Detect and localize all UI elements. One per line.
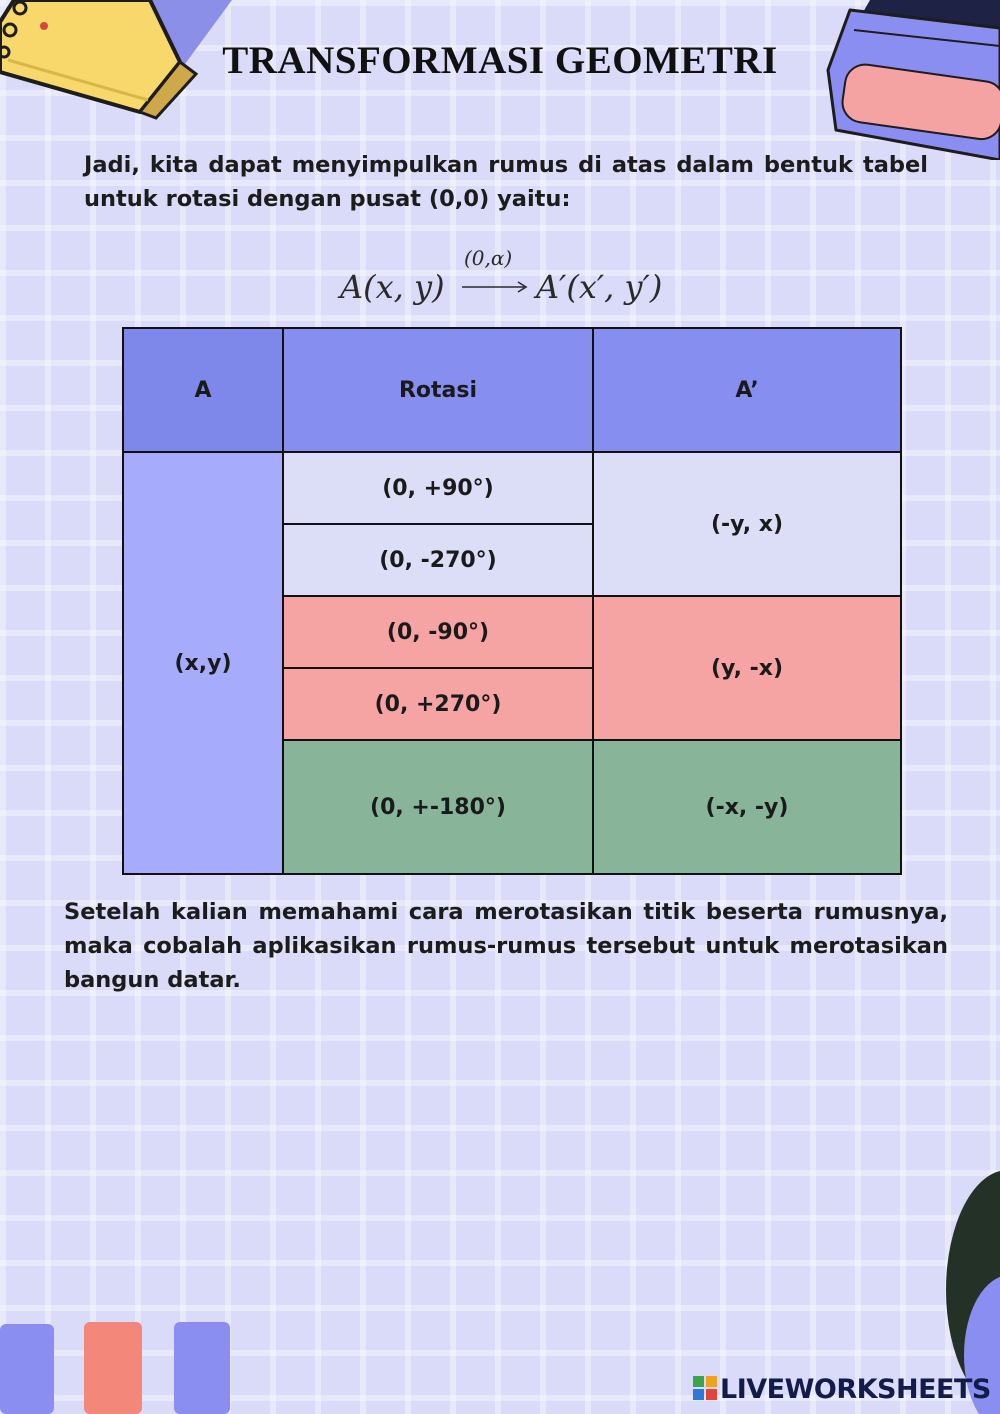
rotation-cell: (0, +90°): [283, 452, 593, 524]
outro-paragraph: Setelah kalian memahami cara merotasikan titik beserta rumusnya, maka cobalah aplikasikan rumus-rumus tersebut untuk merotasikan bangun datar.: [64, 899, 948, 993]
rotation-table: [122, 327, 902, 875]
page-title: TRANSFORMASI GEOMETRI: [222, 39, 778, 82]
result-cell: (y, -x): [593, 596, 901, 740]
intro-paragraph: Jadi, kita dapat menyimpulkan rumus di atas dalam bentuk tabel untuk rotasi dengan pusat (0,0) yaitu:: [84, 152, 928, 212]
rotation-cell: (0, +270°): [283, 668, 593, 740]
footer-logo[interactable]: [693, 1374, 991, 1406]
formula-source: A(x, y): [340, 268, 445, 306]
rotation-formula: [340, 248, 700, 308]
rotation-cell: (0, +-180°): [283, 740, 593, 874]
footer-logo-text: LIVEWORKSHEETS: [720, 1374, 991, 1405]
rotation-cell: (0, -270°): [283, 524, 593, 596]
table-row: [123, 452, 901, 524]
rotation-cell: (0, -90°): [283, 596, 593, 668]
book-spines-icon: [0, 1322, 240, 1414]
long-arrow-icon: [460, 280, 530, 294]
formula-arrow-label: (0,α): [464, 246, 513, 270]
header-cell-a: A: [123, 328, 283, 452]
point-cell: (x,y): [123, 452, 283, 874]
header-cell-rotasi: Rotasi: [283, 328, 593, 452]
result-cell: (-x, -y): [593, 740, 901, 874]
liveworksheets-logo-icon: [693, 1376, 717, 1400]
formula-target: A′(x′, y′): [536, 268, 663, 306]
table-header-row: [123, 328, 901, 452]
result-cell: (-y, x): [593, 452, 901, 596]
header-cell-a-prime: A’: [593, 328, 901, 452]
